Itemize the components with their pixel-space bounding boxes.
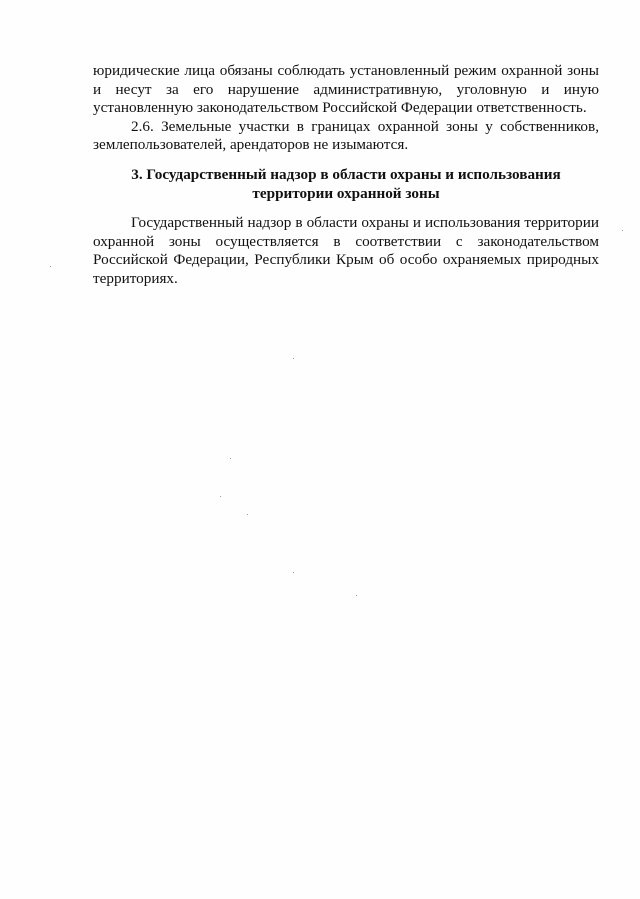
scan-speck: [622, 230, 623, 231]
scan-speck: [230, 458, 231, 459]
document-body: [93, 62, 599, 155]
scan-speck: [293, 358, 294, 359]
section-3-title-line-2: территории охранной зоны: [252, 184, 440, 202]
scan-speck: [293, 572, 294, 573]
section-3-body: [93, 214, 599, 288]
scan-speck: [356, 595, 357, 596]
section-3-title-line-1: 3. Государственный надзор в области охраны и использования: [131, 166, 561, 183]
scan-speck: [220, 496, 221, 497]
scan-speck: [50, 266, 51, 267]
paragraph-section-3: Государственный надзор в области охраны и использования территории охранной зоны осуществляется в соответствии с законодательством Российской Федерации, Республики Крым об особо охраняемых природных территориях.: [93, 214, 599, 287]
paragraph-2-6: 2.6. Земельные участки в границах охранной зоны у собственников, землепользователей, арендаторов не изымаются.: [93, 117, 599, 153]
section-3-heading: [93, 166, 599, 203]
paragraph-continuation: юридические лица обязаны соблюдать установленный режим охранной зоны и несут за его нарушение административную, уголовную и иную установленную законодательством Российской Федерации ответственность.: [93, 62, 599, 116]
scan-speck: [247, 514, 248, 515]
